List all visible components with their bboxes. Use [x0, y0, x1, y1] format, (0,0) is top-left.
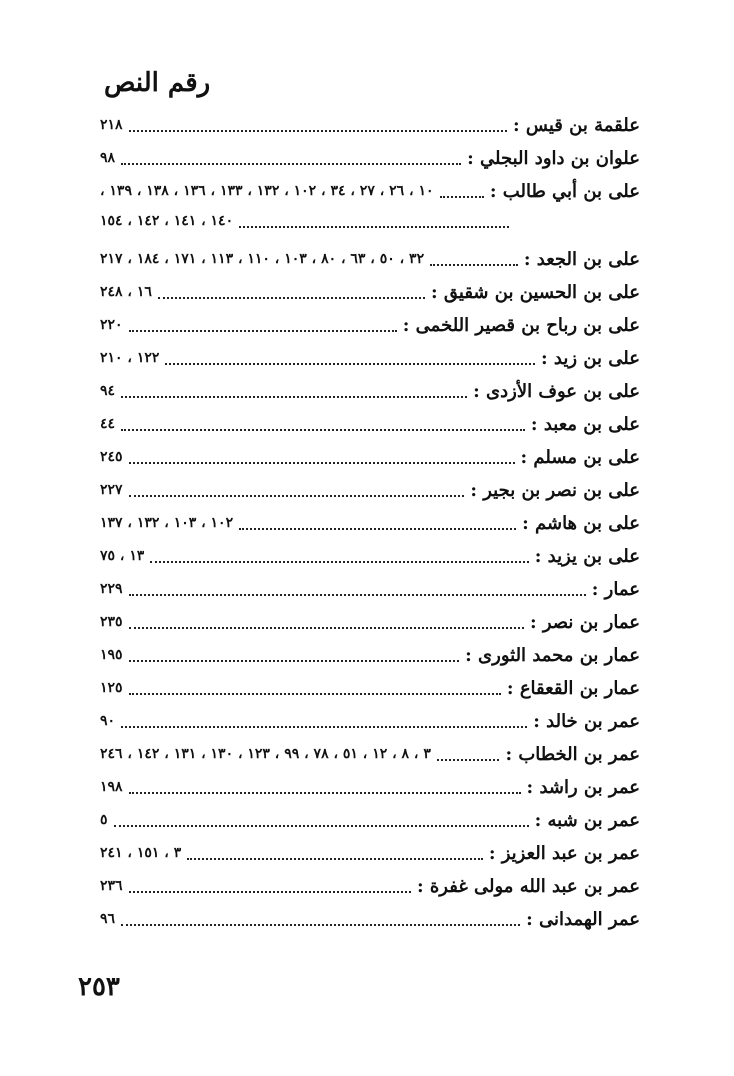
leader-dots — [239, 222, 509, 228]
entry-pages: ١٢٢ ، ٢١٠ — [100, 350, 160, 366]
entry-pages: ٢٢٧ — [100, 482, 123, 498]
leader-dots — [158, 293, 425, 299]
leader-dots — [129, 623, 524, 629]
entry-name: عمار بن القعقاع : — [506, 677, 640, 699]
index-entry — [100, 807, 640, 833]
leader-dots — [129, 491, 465, 497]
leader-dots — [121, 920, 520, 926]
entry-name: عمر بن خالد : — [533, 710, 640, 732]
entry-name: عمار بن محمد الثورى : — [465, 644, 640, 666]
entry-pages: ٣ ، ٨ ، ١٢ ، ٥١ ، ٧٨ ، ٩٩ ، ١٢٣ ، ١٣٠ ، ١٣١ ، ١٤٢ ، ٢٤٦ — [100, 746, 431, 762]
index-entry — [100, 774, 640, 800]
index-entry — [100, 411, 640, 437]
leader-dots — [129, 326, 397, 332]
entry-pages: ٩٠ — [100, 713, 116, 729]
entry-name: عمر بن الخطاب : — [505, 743, 640, 765]
entry-name: عمر بن عبد العزيز : — [488, 842, 640, 864]
index-entry — [100, 145, 640, 171]
leader-dots — [129, 458, 515, 464]
entry-pages: ٢٣٦ — [100, 878, 123, 894]
index-entry — [100, 279, 640, 305]
entry-pages: ٩٨ — [100, 150, 116, 166]
index-entry — [100, 510, 640, 536]
index-entry — [100, 477, 640, 503]
index-entry — [100, 112, 640, 138]
entry-pages: ٢٢٩ — [100, 581, 123, 597]
entry-pages: ٤٤ — [100, 416, 116, 432]
entry-name: على بن زيد : — [540, 347, 640, 369]
index-entry — [100, 708, 640, 734]
index-entry — [100, 345, 640, 371]
entry-pages: ٣٢ ، ٥٠ ، ٦٣ ، ٨٠ ، ١٠٣ ، ١١٠ ، ١١٣ ، ١٧١ ، ١٨٤ ، ٢١٧ — [100, 251, 425, 267]
index-entry — [100, 378, 640, 404]
leader-dots — [430, 260, 518, 266]
entry-pages: ٩٦ — [100, 911, 116, 927]
entry-name: على بن الجعد : — [523, 248, 640, 270]
column-heading: رقم النص — [104, 68, 211, 98]
entry-name: علقمة بن قيس : — [512, 114, 640, 136]
index-entry — [100, 246, 640, 272]
entry-pages: ٢١٨ — [100, 117, 123, 133]
entry-pages: ٥ — [100, 812, 108, 828]
leader-dots — [129, 590, 586, 596]
index-entry-continuation — [100, 208, 515, 234]
index-entry — [100, 576, 640, 602]
index-entry — [100, 675, 640, 701]
entry-pages: ١٩٥ — [100, 647, 123, 663]
leader-dots — [129, 126, 507, 132]
entry-pages: ١٤٠ ، ١٤١ ، ١٤٢ ، ١٥٤ — [100, 213, 234, 229]
leader-dots — [129, 689, 501, 695]
leader-dots — [129, 656, 460, 662]
entry-name: على بن يزيد : — [534, 545, 640, 567]
entry-name: على بن مسلم : — [520, 446, 640, 468]
entry-name: عمر بن راشد : — [526, 776, 640, 798]
entry-pages: ١٢٥ — [100, 680, 123, 696]
leader-dots — [129, 788, 521, 794]
entry-pages: ٩٤ — [100, 383, 116, 399]
entry-pages: ٣ ، ١٥١ ، ٢٤١ — [100, 845, 182, 861]
entry-name: عمر بن عبد الله مولى غفرة : — [416, 875, 640, 897]
leader-dots — [121, 425, 525, 431]
entry-name: على بن هاشم : — [522, 512, 640, 534]
index-entry — [100, 444, 640, 470]
leader-dots — [440, 192, 484, 198]
entry-name: عمار بن نصر : — [529, 611, 640, 633]
leader-dots — [129, 887, 411, 893]
index-entry — [100, 741, 640, 767]
leader-dots — [121, 722, 527, 728]
index-entry — [100, 609, 640, 635]
leader-dots — [121, 392, 467, 398]
leader-dots — [239, 524, 516, 530]
entry-pages: ٢٣٥ — [100, 614, 123, 630]
entry-name: علوان بن داود البجلي : — [467, 147, 640, 169]
entry-name: عمر الهمدانى : — [526, 908, 640, 930]
entry-pages: ١٩٨ — [100, 779, 123, 795]
entry-name: على بن رباح بن قصير اللخمى : — [402, 314, 640, 336]
entry-pages: ٢٢٠ — [100, 317, 123, 333]
index-entry — [100, 873, 640, 899]
entry-name: عمار : — [591, 578, 640, 600]
page-number: ٢٥٣ — [78, 972, 120, 1002]
index-entry — [100, 312, 640, 338]
leader-dots — [121, 159, 461, 165]
entry-name: على بن معبد : — [530, 413, 640, 435]
entry-pages: ٢٤٥ — [100, 449, 123, 465]
index-entry — [100, 178, 640, 204]
leader-dots — [150, 557, 528, 563]
entry-pages: ١٠ ، ٢٦ ، ٢٧ ، ٣٤ ، ١٠٢ ، ١٣٢ ، ١٣٣ ، ١٣٦ ، ١٣٨ ، ١٣٩ ، — [100, 183, 434, 199]
index-entry — [100, 840, 640, 866]
entry-name: عمر بن شبه : — [534, 809, 640, 831]
leader-dots — [187, 854, 483, 860]
entry-pages: ١٣ ، ٧٥ — [100, 548, 145, 564]
leader-dots — [437, 755, 500, 761]
entry-pages: ١٦ ، ٢٤٨ — [100, 284, 152, 300]
index-entry — [100, 642, 640, 668]
index-entry — [100, 543, 640, 569]
index-entry — [100, 906, 640, 932]
leader-dots — [165, 359, 535, 365]
leader-dots — [114, 821, 529, 827]
entry-name: على بن نصر بن بجير : — [470, 479, 640, 501]
entry-name: على بن الحسين بن شقيق : — [430, 281, 640, 303]
entry-pages: ١٠٢ ، ١٠٣ ، ١٣٢ ، ١٣٧ — [100, 515, 234, 531]
entry-name: على بن أبي طالب : — [489, 180, 640, 202]
entry-name: على بن عوف الأزدى : — [473, 380, 640, 402]
